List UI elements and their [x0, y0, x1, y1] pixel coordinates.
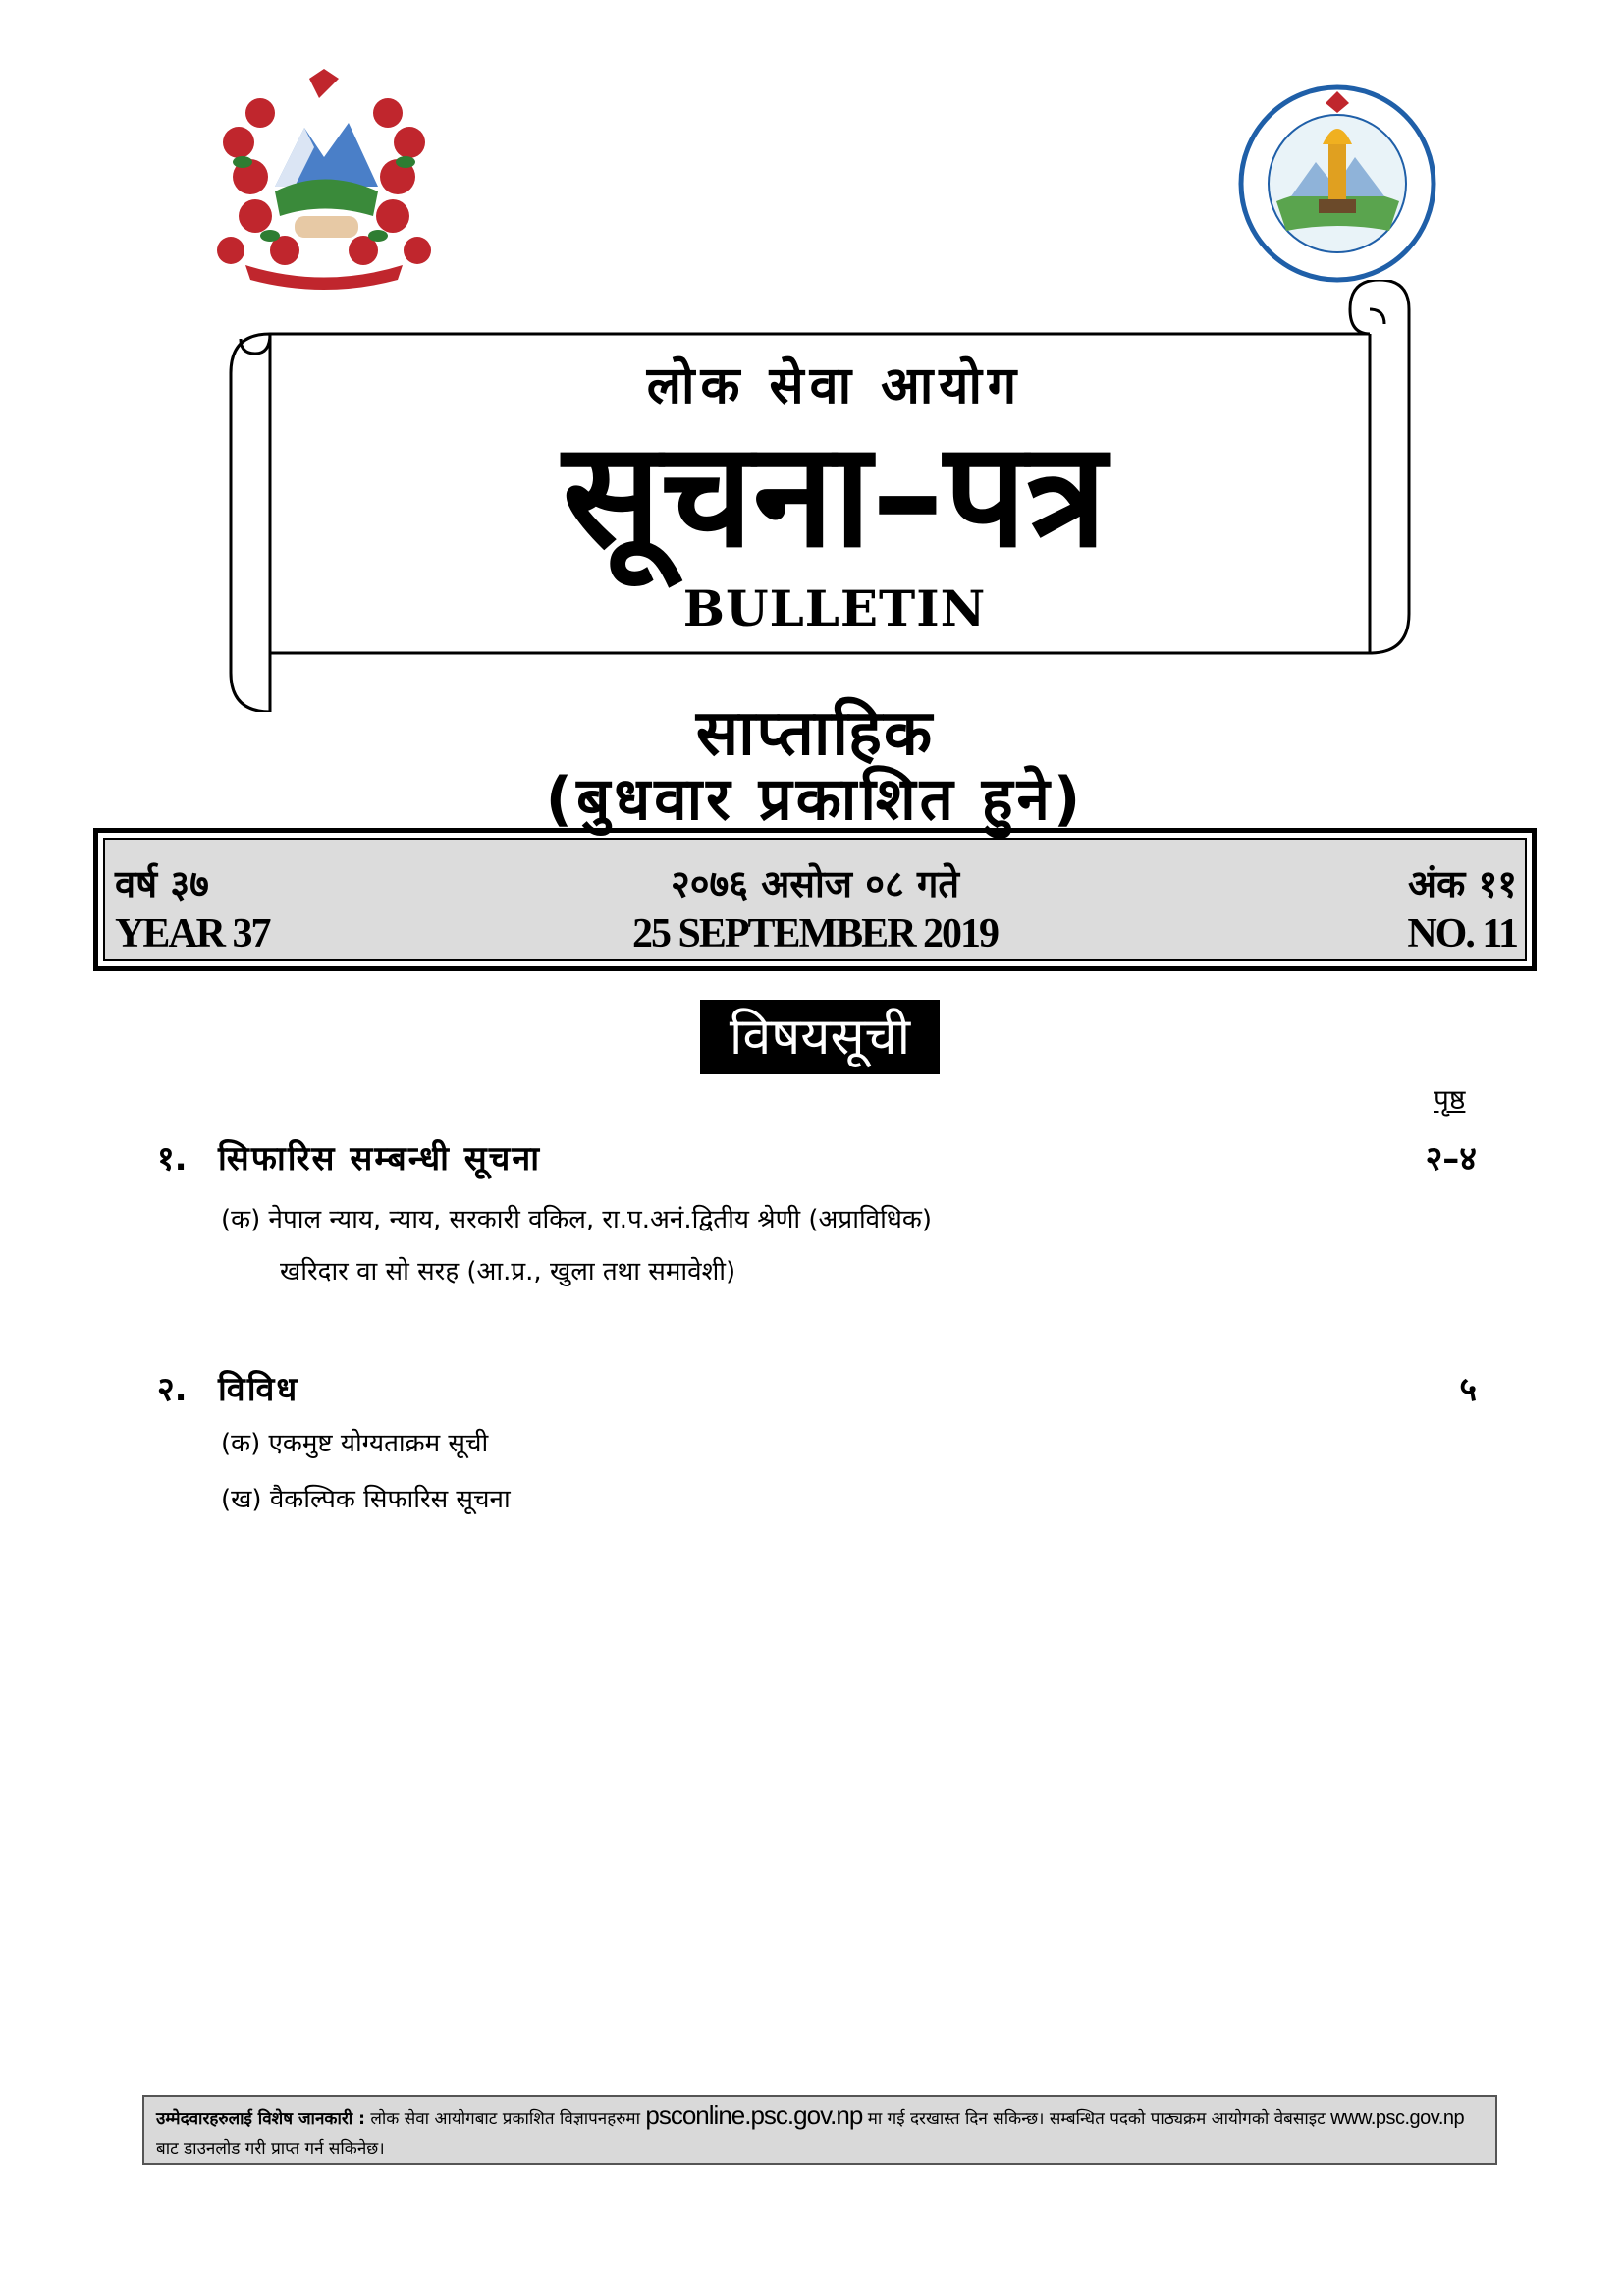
notice-text: लोक सेवा आयोगबाट प्रकाशित विज्ञापनहरुमा [370, 2109, 640, 2129]
section-number: १. [157, 1139, 188, 1178]
candidate-notice-box [142, 2095, 1497, 2165]
psc-seal-logo [1232, 83, 1443, 285]
bulletin-title-english: BULLETIN [682, 579, 987, 637]
section-item: (क) नेपाल न्याय, न्याय, सरकारी वकिल, रा.प.अनं.द्वितीय श्रेणी (अप्राविधिक) [221, 1205, 932, 1234]
section-item: (क) एकमुष्ट योग्यताक्रम सूची [221, 1429, 489, 1458]
date-nepali: २०७६ असोज ०८ गते [670, 862, 960, 905]
issue-nepali: अंक ११ [1408, 862, 1517, 905]
section-title: सिफारिस सम्बन्धी सूचना [218, 1139, 542, 1178]
section-item: खरिदार वा सो सरह (आ.प्र., खुला तथा समावेशी) [280, 1257, 736, 1286]
nepal-government-emblem [191, 69, 457, 295]
organization-name: लोक सेवा आयोग [646, 356, 1023, 415]
masthead-inner [103, 838, 1527, 961]
bulletin-title-nepali: सूचना–पत्र [562, 410, 1108, 579]
psc-website-link[interactable]: www.psc.gov.np [1330, 2107, 1465, 2129]
section-page: २–४ [1425, 1139, 1477, 1178]
toc-title: विषयसूची [700, 1000, 940, 1074]
year-english: YEAR 37 [115, 911, 270, 957]
year-nepali: वर्ष ३७ [115, 862, 209, 905]
masthead-box [93, 828, 1537, 971]
section-item: (ख) वैकल्पिक सिफारिस सूचना [221, 1485, 511, 1514]
page-column-header: पृष्ठ [1434, 1083, 1466, 1116]
weekly-label: साप्ताहिक [695, 697, 935, 770]
issue-english: NO. 11 [1407, 911, 1517, 957]
publication-day-label: (बुधवार प्रकाशित हुने) [545, 765, 1085, 834]
notice-label: उम्मेदवारहरुलाई विशेष जानकारी : [156, 2109, 365, 2129]
notice-text: बाट डाउनलोड गरी प्राप्त गर्न सकिनेछ। [156, 2139, 385, 2159]
section-title: विविध [218, 1370, 299, 1409]
notice-text: मा गई दरखास्त दिन सकिन्छ। सम्बन्धित पदको पाठ्यक्रम आयोगको वेबसाइट [867, 2109, 1326, 2129]
section-page: ५ [1459, 1370, 1477, 1409]
date-english: 25 SEPTEMBER 2019 [631, 911, 999, 957]
online-application-link[interactable]: psconline.psc.gov.np [645, 2101, 863, 2130]
section-number: २. [157, 1370, 188, 1409]
